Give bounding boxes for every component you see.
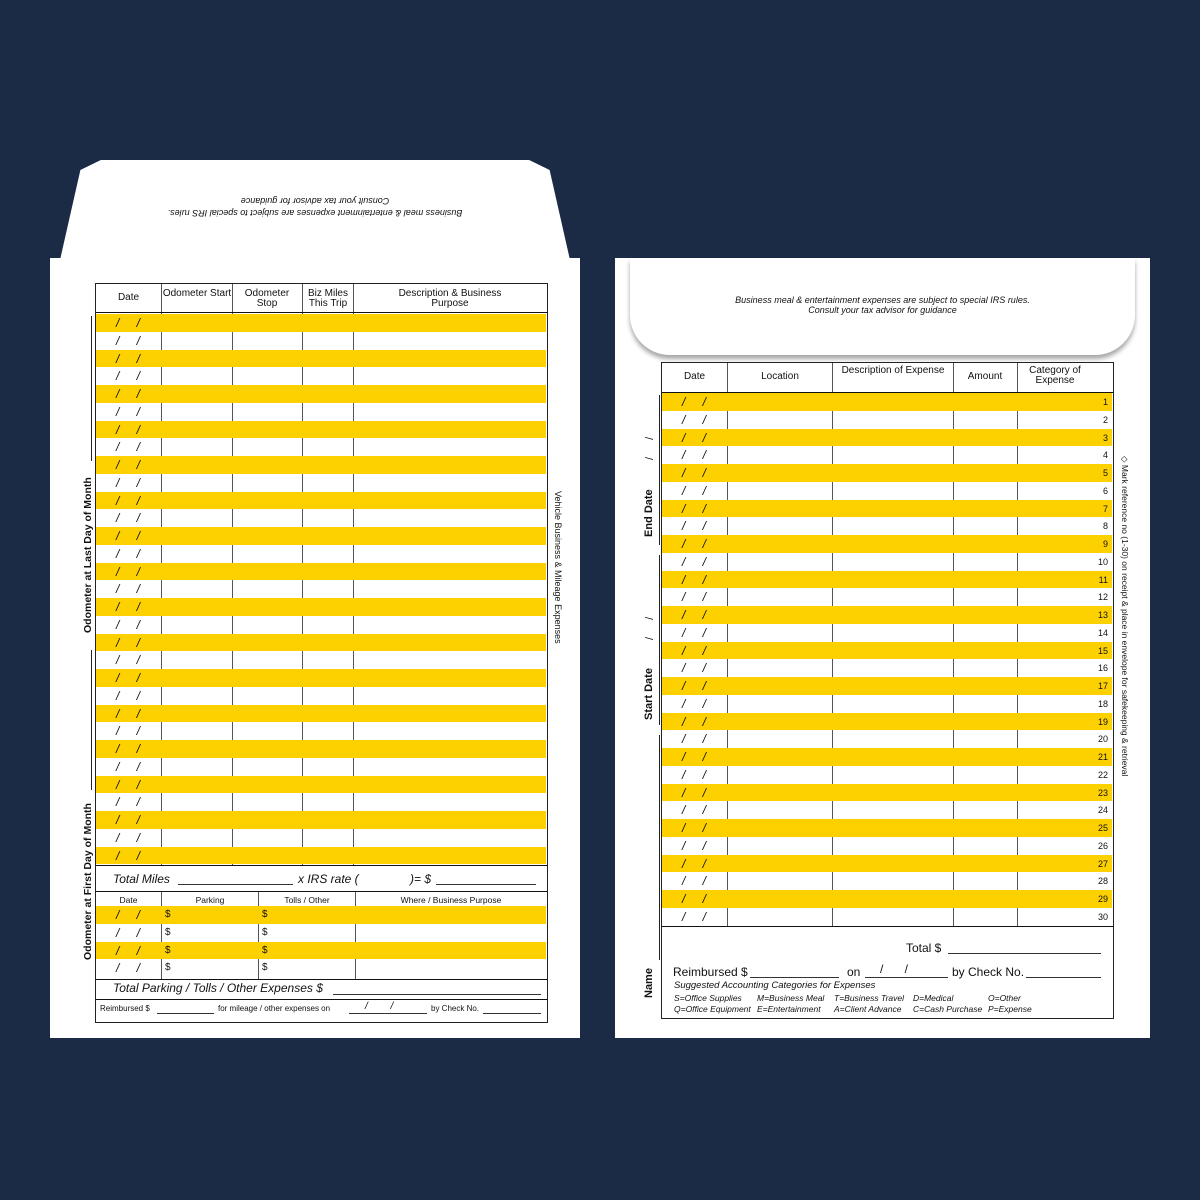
- reference-number: 28: [1097, 876, 1108, 887]
- expense-line-row: [662, 872, 1112, 890]
- expense-line-row: [662, 784, 1112, 802]
- reference-number: 19: [1097, 716, 1108, 727]
- left-header-rule: [96, 312, 547, 313]
- category-item: S=Office Supplies: [674, 993, 742, 1003]
- reference-number: 10: [1097, 556, 1108, 567]
- right-date-slash: / /: [682, 430, 707, 445]
- tolls-dollar: $: [262, 926, 268, 938]
- reference-number: 5: [1102, 468, 1108, 478]
- right-date-slash: / /: [682, 554, 707, 569]
- mileage-row: [96, 332, 546, 350]
- mileage-row: [96, 687, 546, 705]
- left-exp-header-where: Where / Business Purpose: [400, 895, 502, 905]
- for-mileage-label: for mileage / other expenses on: [218, 1004, 331, 1013]
- mileage-row: [96, 776, 546, 794]
- name-label: Name: [643, 968, 655, 998]
- right-date-slash: / /: [682, 714, 707, 729]
- expense-line-row: [662, 571, 1112, 589]
- expense-line-row: [662, 908, 1112, 926]
- right-date-slash: / /: [682, 608, 707, 622]
- left-flap-note-line2: Consult your tax advisor for guidance: [240, 196, 390, 206]
- left-date-line: [349, 1013, 427, 1014]
- mileage-row: [96, 669, 546, 687]
- mileage-row: [96, 616, 546, 634]
- reference-number: 17: [1097, 681, 1108, 691]
- reference-number: 30: [1097, 911, 1108, 922]
- total-miles-label: Total Miles: [113, 872, 170, 886]
- expense-row: [96, 924, 546, 942]
- expense-line-row: [662, 677, 1112, 695]
- right-date-slash: / /: [682, 412, 707, 427]
- mileage-row: [96, 456, 546, 474]
- right-header-amount: Amount: [967, 371, 1003, 382]
- date-slash: / /: [116, 848, 141, 863]
- right-side-bracket: [659, 555, 660, 725]
- reference-number: 8: [1102, 521, 1108, 532]
- right-date-slash: / /: [682, 572, 707, 587]
- date-slash: / /: [116, 351, 141, 366]
- right-date-slash: / /: [682, 803, 707, 818]
- date-slash: / /: [116, 458, 141, 472]
- total-parking-line: [333, 994, 541, 995]
- reference-tag-icon: ◇: [1120, 456, 1130, 463]
- left-check-line: [483, 1013, 541, 1014]
- parking-dollar: $: [165, 926, 171, 938]
- date-slash: / /: [116, 653, 141, 668]
- category-item: P=Expense: [988, 1004, 1032, 1014]
- date-slash: / /: [116, 724, 141, 739]
- mileage-row: [96, 740, 546, 758]
- date-slash: / /: [116, 387, 141, 401]
- reference-number: 14: [1097, 627, 1108, 638]
- start-date-label: Start Date: [643, 668, 655, 720]
- left-header-date: Date: [117, 292, 140, 303]
- right-date-slash: / /: [682, 909, 707, 924]
- right-header-date: Date: [683, 371, 706, 382]
- right-date-slash: / /: [682, 448, 707, 463]
- right-date-slash: / /: [682, 679, 707, 693]
- right-date-slash: / /: [682, 466, 707, 480]
- parking-dollar: $: [165, 909, 171, 920]
- mileage-row: [96, 793, 546, 811]
- left-footer-rule: [96, 999, 547, 1000]
- expense-line-row: [662, 748, 1112, 766]
- left-header-description: Description & Business Purpose: [398, 288, 502, 309]
- right-header-category: Category of Expense: [1029, 365, 1081, 386]
- mileage-row: [96, 634, 546, 652]
- left-date-slash: / /: [365, 1001, 394, 1012]
- right-date-slash: / /: [682, 590, 707, 605]
- date-slash: / /: [116, 493, 141, 508]
- left-reimbursed-label: Reimbursed $: [100, 1004, 150, 1013]
- mileage-row: [96, 367, 546, 385]
- left-header-biz-miles: Biz Miles This Trip: [307, 288, 348, 309]
- tolls-dollar: $: [262, 909, 268, 920]
- reference-number: 27: [1097, 858, 1108, 869]
- right-reimbursed-line: [750, 977, 839, 978]
- reference-number: 12: [1097, 592, 1108, 603]
- expense-date-slash: / /: [116, 908, 141, 922]
- left-side-label-right: Vehicle Business & Mileage Expenses: [553, 491, 563, 644]
- mileage-row: [96, 598, 546, 616]
- expense-row: [96, 906, 546, 924]
- date-slash: / /: [116, 742, 141, 756]
- mileage-row: [96, 705, 546, 723]
- reference-number: 15: [1097, 645, 1108, 656]
- right-by-check-label: by Check No.: [952, 965, 1025, 979]
- reference-number: 24: [1097, 805, 1108, 816]
- left-reimbursed-line: [157, 1013, 214, 1014]
- right-date-slash: / /: [682, 537, 707, 551]
- right-date-slash: / /: [682, 856, 707, 871]
- left-expense-top-rule: [96, 891, 547, 892]
- right-date-slash: / /: [682, 519, 707, 534]
- right-total-label: Total $: [906, 941, 942, 955]
- reference-number: 26: [1097, 840, 1108, 851]
- reference-number: 11: [1098, 574, 1108, 585]
- reference-number: 16: [1097, 663, 1108, 674]
- reference-number: 13: [1097, 610, 1108, 620]
- tolls-dollar: $: [262, 962, 268, 974]
- mileage-row: [96, 563, 546, 581]
- category-item: C=Cash Purchase: [913, 1004, 983, 1014]
- left-rows-bottom-rule: [96, 865, 547, 866]
- expense-line-row: [662, 659, 1112, 677]
- date-slash: / /: [116, 759, 141, 774]
- date-slash: / /: [116, 706, 141, 721]
- category-item: E=Entertainment: [757, 1004, 821, 1014]
- date-slash: / /: [116, 617, 141, 632]
- mileage-row: [96, 403, 546, 421]
- reference-number: 9: [1102, 539, 1108, 549]
- reference-number: 7: [1102, 503, 1108, 514]
- end-date-label: End Date: [643, 489, 655, 537]
- left-side-bracket: [91, 650, 92, 790]
- right-total-line: [948, 953, 1101, 954]
- category-item: Q=Office Equipment: [674, 1004, 751, 1014]
- mileage-row: [96, 811, 546, 829]
- expense-line-row: [662, 553, 1112, 571]
- right-date-slash: / /: [682, 732, 707, 747]
- mileage-row: [96, 492, 546, 510]
- expense-line-row: [662, 411, 1112, 429]
- right-side-bracket: [659, 395, 660, 545]
- reference-number: 21: [1097, 752, 1108, 762]
- right-date-slash: / /: [682, 696, 707, 711]
- irs-rate-label: x IRS rate (: [298, 872, 359, 886]
- expense-date-slash: / /: [116, 961, 141, 976]
- date-slash: / /: [116, 404, 141, 419]
- expense-line-row: [662, 482, 1112, 500]
- date-slash: / /: [116, 813, 141, 827]
- mileage-row: [96, 421, 546, 439]
- expense-line-row: [662, 642, 1112, 660]
- reference-number: 6: [1102, 485, 1108, 496]
- date-slash: / /: [116, 422, 141, 437]
- date-slash: / /: [116, 316, 141, 330]
- expense-line-row: [662, 713, 1112, 731]
- category-item: M=Business Meal: [757, 993, 825, 1003]
- right-reimbursed-label: Reimbursed $: [673, 965, 748, 979]
- right-side-note: [1119, 456, 1130, 776]
- expense-date-slash: / /: [116, 925, 141, 940]
- reference-number: 25: [1097, 823, 1108, 833]
- right-header-location: Location: [761, 371, 799, 382]
- right-on-label: on: [847, 965, 861, 979]
- mileage-row: [96, 350, 546, 368]
- mileage-row: [96, 314, 546, 332]
- right-date-slash: / /: [682, 838, 707, 853]
- date-slash: / /: [116, 582, 141, 597]
- categories-title: Suggested Accounting Categories for Expenses: [674, 980, 876, 991]
- right-flap-note-line1: Business meal & entertainment expenses are subject to special IRS rules.: [735, 295, 1030, 305]
- reference-number: 2: [1102, 414, 1108, 425]
- date-slash: / /: [116, 440, 141, 455]
- expense-line-row: [662, 819, 1112, 837]
- expense-line-row: [662, 624, 1112, 642]
- mileage-row: [96, 438, 546, 456]
- expense-row: [96, 959, 546, 977]
- equals-label: )= $: [410, 872, 432, 886]
- left-header-odometer-start: Odometer Start: [162, 288, 232, 299]
- mileage-row: [96, 847, 546, 865]
- expense-line-row: [662, 730, 1112, 748]
- date-slash: / /: [116, 671, 141, 685]
- right-side-note-text: Mark reference no (1-30) on receipt & place in envelope for safekeeping & retrieval: [1120, 464, 1130, 777]
- start-date-slash: / /: [644, 616, 656, 640]
- right-side-bracket: [659, 735, 660, 960]
- date-slash: / /: [116, 475, 141, 490]
- expense-row: [96, 942, 546, 960]
- total-parking-label: Total Parking / Tolls / Other Expenses $: [113, 981, 323, 995]
- expense-line-row: [662, 890, 1112, 908]
- category-item: O=Other: [988, 993, 1021, 1003]
- irs-total-line: [436, 884, 536, 885]
- right-date-slash: / /: [682, 483, 707, 498]
- total-miles-line: [178, 884, 293, 885]
- left-side-label-first: Odometer at First Day of Month: [82, 803, 94, 960]
- date-slash: / /: [116, 369, 141, 384]
- reference-number: 20: [1097, 734, 1108, 745]
- mileage-row: [96, 651, 546, 669]
- date-slash: / /: [116, 529, 141, 543]
- expense-line-row: [662, 588, 1112, 606]
- date-slash: / /: [116, 333, 141, 348]
- left-exp-header-parking: Parking: [195, 895, 225, 905]
- category-item: D=Medical: [913, 993, 954, 1003]
- mileage-row: [96, 545, 546, 563]
- right-check-line: [1026, 977, 1101, 978]
- right-date-slash: / /: [880, 962, 909, 976]
- mileage-row: [96, 722, 546, 740]
- right-date-slash: / /: [682, 874, 707, 889]
- expense-line-row: [662, 855, 1112, 873]
- date-slash: / /: [116, 600, 141, 614]
- right-flap-note-line2: Consult your tax advisor for guidance: [808, 305, 957, 315]
- expense-line-row: [662, 393, 1112, 411]
- right-date-slash: / /: [682, 785, 707, 800]
- expense-line-row: [662, 446, 1112, 464]
- left-exp-header-tolls: Tolls / Other: [284, 895, 330, 905]
- right-header-description: Description of Expense: [841, 365, 945, 376]
- parking-dollar: $: [165, 944, 171, 956]
- left-header-odometer-stop: Odometer Stop: [244, 288, 290, 309]
- right-date-slash: / /: [682, 767, 707, 782]
- right-date-slash: / /: [682, 821, 707, 835]
- reference-number: 3: [1102, 432, 1108, 443]
- right-date-slash: / /: [682, 395, 707, 409]
- category-item: A=Client Advance: [834, 1004, 902, 1014]
- left-flap-note-line1: Business meal & entertainment expenses are subject to special IRS rules.: [167, 208, 463, 218]
- right-flap-note: [700, 295, 1065, 315]
- date-slash: / /: [116, 564, 141, 579]
- right-date-line: [865, 977, 948, 978]
- tolls-dollar: $: [262, 944, 268, 956]
- reference-number: 1: [1102, 397, 1108, 407]
- expense-line-row: [662, 695, 1112, 713]
- expense-line-row: [662, 837, 1112, 855]
- category-item: T=Business Travel: [834, 993, 904, 1003]
- right-date-slash: / /: [682, 750, 707, 764]
- reference-number: 22: [1097, 769, 1108, 780]
- expense-line-row: [662, 766, 1112, 784]
- right-date-slash: / /: [682, 643, 707, 658]
- date-slash: / /: [116, 546, 141, 561]
- mileage-row: [96, 829, 546, 847]
- right-date-slash: / /: [682, 892, 707, 906]
- mileage-row: [96, 580, 546, 598]
- mileage-row: [96, 385, 546, 403]
- expense-date-slash: / /: [116, 943, 141, 958]
- left-exp-bottom-rule: [96, 979, 547, 980]
- reference-number: 4: [1102, 450, 1108, 461]
- left-exp-header-date: Date: [119, 895, 138, 905]
- right-date-slash: / /: [682, 661, 707, 676]
- left-side-label-last: Odometer at Last Day of Month: [82, 477, 94, 633]
- expense-line-row: [662, 429, 1112, 447]
- right-date-slash: / /: [682, 501, 707, 516]
- reference-number: 23: [1097, 787, 1108, 798]
- end-date-slash: / /: [644, 436, 656, 460]
- mileage-row: [96, 509, 546, 527]
- mileage-row: [96, 758, 546, 776]
- left-flap-note: [150, 195, 480, 219]
- right-rows-bottom-rule: [662, 926, 1113, 927]
- reference-number: 29: [1097, 894, 1108, 904]
- date-slash: / /: [116, 635, 141, 650]
- right-date-slash: / /: [682, 625, 707, 640]
- parking-dollar: $: [165, 962, 171, 974]
- expense-line-row: [662, 464, 1112, 482]
- expense-line-row: [662, 535, 1112, 553]
- left-by-check-label: by Check No.: [431, 1004, 480, 1013]
- expense-line-row: [662, 500, 1112, 518]
- date-slash: / /: [116, 830, 141, 845]
- left-side-bracket: [91, 316, 92, 461]
- expense-line-row: [662, 801, 1112, 819]
- date-slash: / /: [116, 777, 141, 792]
- mileage-row: [96, 474, 546, 492]
- expense-line-row: [662, 517, 1112, 535]
- expense-line-row: [662, 606, 1112, 624]
- date-slash: / /: [116, 795, 141, 810]
- mileage-row: [96, 527, 546, 545]
- date-slash: / /: [116, 511, 141, 526]
- date-slash: / /: [116, 688, 141, 703]
- reference-number: 18: [1097, 698, 1108, 709]
